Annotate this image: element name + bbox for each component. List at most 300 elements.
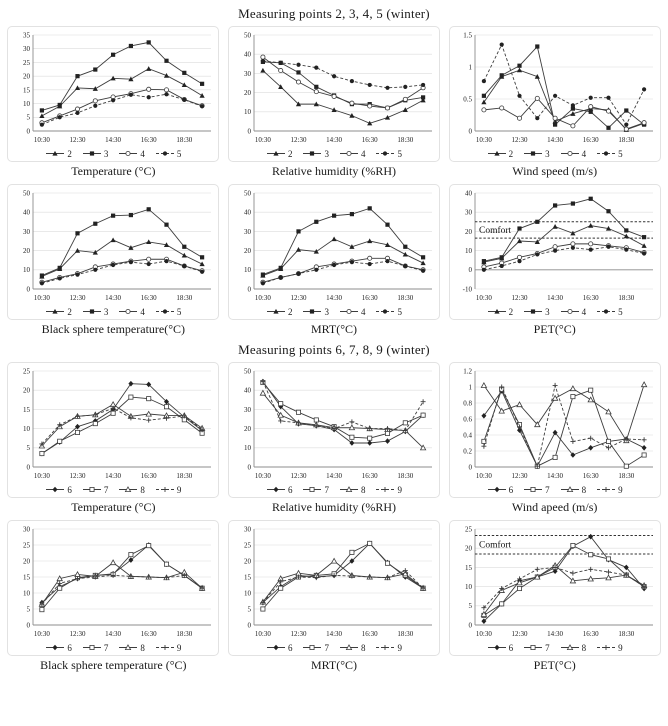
svg-text:20: 20 — [23, 247, 31, 255]
legend-marker-square-filled-icon — [523, 307, 543, 316]
svg-text:1.2: 1.2 — [462, 367, 472, 376]
legend-marker-triangle-open-icon — [118, 485, 138, 494]
chart-wind-speed-points-6-9 — [447, 362, 662, 514]
svg-text:12:30: 12:30 — [511, 136, 528, 144]
svg-text:14:30: 14:30 — [546, 630, 563, 638]
svg-text:0: 0 — [468, 621, 472, 630]
legend-label: 9 — [618, 642, 623, 653]
svg-text:1: 1 — [468, 383, 472, 392]
legend-marker-square-filled-icon — [302, 307, 322, 316]
chart-legend — [451, 641, 659, 654]
chart-caption: Relative humidity (%RH) — [272, 164, 396, 178]
legend-item-6 — [266, 643, 293, 653]
svg-text:10: 10 — [23, 99, 31, 108]
legend-item-6 — [45, 485, 72, 495]
legend-item-2 — [45, 307, 72, 317]
svg-text:14:30: 14:30 — [326, 472, 343, 480]
legend-item-6 — [487, 643, 514, 653]
svg-text:20: 20 — [243, 425, 251, 433]
legend-marker-circle-filled-icon — [596, 149, 616, 158]
svg-text:30: 30 — [23, 45, 31, 54]
legend-marker-square-open-icon — [302, 485, 322, 494]
svg-text:0: 0 — [26, 127, 31, 136]
legend-item-3 — [302, 307, 329, 317]
legend-item-2 — [487, 307, 514, 317]
legend-label: 3 — [545, 306, 550, 317]
svg-text:10:30: 10:30 — [254, 472, 271, 480]
legend-marker-square-filled-icon — [523, 149, 543, 158]
legend-label: 5 — [176, 148, 182, 159]
legend-label: 3 — [545, 148, 550, 159]
svg-text:16:30: 16:30 — [141, 136, 158, 144]
chart-legend — [230, 641, 438, 654]
legend-label: 9 — [176, 642, 182, 653]
legend-marker-diamond-filled-icon — [266, 485, 286, 494]
chart-caption: Black sphere temperature(°C) — [41, 322, 186, 336]
legend-label: 4 — [581, 148, 587, 159]
svg-text:10: 10 — [23, 266, 31, 275]
legend-item-4 — [560, 149, 587, 159]
legend-item-7 — [523, 485, 550, 495]
legend-marker-triangle-filled-icon — [266, 307, 286, 316]
legend-marker-circle-filled-icon — [155, 307, 175, 316]
svg-text:14:30: 14:30 — [105, 472, 122, 480]
chart-mrt-points-6-9 — [227, 520, 442, 672]
legend-label: 4 — [360, 148, 366, 159]
chart-box — [449, 184, 661, 320]
legend-label: 2 — [287, 306, 293, 317]
svg-text:0.6: 0.6 — [462, 415, 472, 424]
legend-marker-square-filled-icon — [82, 307, 102, 316]
svg-text:25: 25 — [23, 58, 31, 67]
svg-text:0: 0 — [247, 127, 251, 136]
pet-line-chart — [451, 187, 657, 305]
svg-text:14:30: 14:30 — [105, 630, 122, 638]
legend-label: 3 — [103, 306, 109, 317]
svg-text:15: 15 — [23, 573, 31, 582]
legend-marker-square-open-icon — [82, 485, 102, 494]
legend-label: 3 — [103, 148, 109, 159]
chart-legend — [451, 305, 659, 318]
chart-legend — [230, 483, 438, 496]
svg-text:10:30: 10:30 — [475, 630, 492, 638]
legend-label: 5 — [618, 148, 623, 159]
chart-humidity-points-2-5 — [227, 26, 442, 178]
svg-text:20: 20 — [23, 72, 31, 81]
svg-text:0: 0 — [247, 285, 251, 294]
chart-caption: Temperature (°C) — [71, 500, 156, 514]
chart-box — [228, 362, 440, 498]
chart-legend — [451, 483, 659, 496]
legend-label: 7 — [324, 642, 329, 653]
legend-label: 2 — [508, 148, 514, 159]
svg-text:50: 50 — [243, 31, 251, 40]
temperature-line-chart — [9, 29, 215, 147]
legend-label: 6 — [287, 642, 293, 653]
chart-wind-speed-points-2-5 — [447, 26, 662, 178]
legend-label: 4 — [360, 306, 366, 317]
svg-text:5: 5 — [26, 605, 31, 614]
legend-label: 7 — [545, 642, 550, 653]
legend-item-2 — [266, 307, 293, 317]
legend-item-8 — [339, 485, 366, 495]
svg-text:16:30: 16:30 — [361, 472, 378, 480]
svg-text:10:30: 10:30 — [475, 136, 492, 144]
legend-marker-plus-icon — [596, 643, 616, 652]
legend-label: 2 — [67, 306, 72, 317]
svg-text:12:30: 12:30 — [511, 294, 528, 302]
legend-item-4 — [118, 307, 145, 317]
svg-text:18:30: 18:30 — [617, 472, 634, 480]
chart-box — [228, 184, 440, 320]
legend-item-5 — [155, 307, 182, 317]
svg-text:12:30: 12:30 — [290, 472, 307, 480]
svg-text:0: 0 — [26, 285, 31, 294]
svg-text:25: 25 — [23, 541, 31, 550]
legend-label: 5 — [176, 306, 182, 317]
legend-item-6 — [266, 485, 293, 495]
svg-text:10: 10 — [464, 583, 472, 591]
svg-text:0: 0 — [468, 127, 472, 136]
svg-text:0.5: 0.5 — [462, 95, 472, 104]
legend-label: 8 — [140, 642, 145, 653]
svg-text:50: 50 — [243, 189, 251, 198]
chart-box — [228, 26, 440, 162]
legend-label: 3 — [324, 306, 329, 317]
legend-marker-plus-icon — [375, 643, 395, 652]
svg-text:0: 0 — [247, 463, 251, 472]
mrt-line-chart — [230, 523, 436, 641]
chart-box — [7, 184, 219, 320]
svg-text:1.5: 1.5 — [462, 31, 472, 40]
svg-text:10:30: 10:30 — [34, 472, 51, 480]
legend-item-2 — [487, 149, 514, 159]
wind-speed-line-chart — [451, 365, 657, 483]
legend-label: 9 — [176, 484, 182, 495]
svg-text:12:30: 12:30 — [511, 472, 528, 480]
legend-item-8 — [118, 485, 145, 495]
svg-text:12:30: 12:30 — [69, 294, 86, 302]
pet-line-chart — [451, 523, 657, 641]
legend-item-3 — [302, 149, 329, 159]
svg-text:10: 10 — [243, 108, 251, 117]
legend-item-7 — [82, 643, 109, 653]
legend-marker-circle-open-icon — [339, 149, 359, 158]
svg-text:30: 30 — [243, 227, 251, 236]
svg-text:14:30: 14:30 — [546, 294, 563, 302]
chart-box — [449, 362, 661, 498]
chart-legend — [9, 305, 217, 318]
svg-text:14:30: 14:30 — [326, 136, 343, 144]
svg-text:50: 50 — [243, 367, 251, 376]
chart-grid-group-1 — [4, 26, 664, 336]
svg-text:10: 10 — [243, 266, 251, 275]
svg-text:16:30: 16:30 — [141, 294, 158, 302]
legend-label: 7 — [545, 484, 550, 495]
chart-caption: Relative humidity (%RH) — [272, 500, 396, 514]
legend-item-9 — [155, 485, 182, 495]
chart-box — [7, 520, 219, 656]
svg-text:10:30: 10:30 — [475, 294, 492, 302]
legend-marker-circle-open-icon — [118, 149, 138, 158]
legend-label: 2 — [508, 306, 514, 317]
legend-item-2 — [45, 149, 72, 159]
legend-marker-diamond-filled-icon — [266, 643, 286, 652]
svg-text:40: 40 — [243, 208, 251, 217]
svg-text:10:30: 10:30 — [34, 294, 51, 302]
legend-item-7 — [82, 485, 109, 495]
svg-text:35: 35 — [23, 31, 31, 40]
chart-temperature-points-2-5 — [6, 26, 221, 178]
svg-text:5: 5 — [26, 444, 31, 453]
legend-label: 6 — [508, 642, 514, 653]
chart-legend — [9, 641, 217, 654]
svg-text:16:30: 16:30 — [582, 630, 599, 638]
svg-text:5: 5 — [247, 605, 251, 614]
legend-item-6 — [487, 485, 514, 495]
legend-marker-square-open-icon — [302, 643, 322, 652]
legend-item-5 — [375, 307, 402, 317]
svg-text:16:30: 16:30 — [582, 136, 599, 144]
svg-text:10: 10 — [243, 444, 251, 453]
legend-label: 5 — [397, 148, 402, 159]
svg-text:10: 10 — [243, 589, 251, 598]
chart-black-sphere-points-2-5 — [6, 184, 221, 336]
legend-marker-plus-icon — [375, 485, 395, 494]
svg-text:30: 30 — [243, 405, 251, 414]
svg-text:0.4: 0.4 — [462, 431, 472, 440]
legend-marker-triangle-filled-icon — [487, 149, 507, 158]
svg-text:18:30: 18:30 — [397, 294, 414, 302]
chart-mrt-points-2-5 — [227, 184, 442, 336]
svg-text:12:30: 12:30 — [290, 294, 307, 302]
svg-text:10: 10 — [464, 247, 472, 255]
legend-item-4 — [339, 307, 366, 317]
svg-text:0: 0 — [26, 621, 31, 630]
group-header-points-2-5: Measuring points 2, 3, 4, 5 (winter) — [238, 6, 430, 21]
svg-text:50: 50 — [23, 189, 31, 198]
legend-marker-diamond-filled-icon — [487, 643, 507, 652]
svg-text:-10: -10 — [462, 285, 472, 294]
svg-text:25: 25 — [23, 367, 31, 376]
legend-label: 8 — [581, 642, 587, 653]
svg-text:14:30: 14:30 — [326, 630, 343, 638]
svg-text:10: 10 — [23, 425, 31, 433]
chart-legend — [451, 147, 659, 160]
legend-label: 8 — [360, 642, 366, 653]
svg-text:40: 40 — [243, 386, 251, 395]
legend-item-8 — [560, 643, 587, 653]
svg-text:Comfort: Comfort — [478, 225, 511, 236]
svg-text:16:30: 16:30 — [582, 294, 599, 302]
legend-label: 5 — [618, 306, 623, 317]
svg-text:20: 20 — [23, 386, 31, 395]
svg-text:16:30: 16:30 — [361, 136, 378, 144]
svg-text:40: 40 — [23, 208, 31, 217]
legend-marker-triangle-open-icon — [560, 485, 580, 494]
legend-label: 7 — [103, 642, 109, 653]
mrt-line-chart — [230, 187, 436, 305]
svg-text:14:30: 14:30 — [105, 294, 122, 302]
svg-text:16:30: 16:30 — [361, 294, 378, 302]
svg-text:25: 25 — [243, 541, 251, 550]
svg-text:14:30: 14:30 — [105, 136, 122, 144]
chart-caption: MRT(°C) — [310, 658, 358, 672]
legend-item-7 — [302, 643, 329, 653]
legend-item-9 — [596, 643, 623, 653]
legend-item-6 — [45, 643, 72, 653]
svg-text:30: 30 — [23, 227, 31, 236]
legend-label: 7 — [324, 484, 329, 495]
chart-legend — [9, 147, 217, 160]
svg-text:18:30: 18:30 — [617, 630, 634, 638]
legend-marker-circle-open-icon — [118, 307, 138, 316]
svg-text:10:30: 10:30 — [254, 630, 271, 638]
group-header-points-6-9: Measuring points 6, 7, 8, 9 (winter) — [238, 342, 430, 357]
chart-caption: Wind speed (m/s) — [512, 164, 598, 178]
svg-text:30: 30 — [243, 525, 251, 534]
chart-box — [7, 362, 219, 498]
legend-item-9 — [596, 485, 623, 495]
legend-marker-square-filled-icon — [302, 149, 322, 158]
legend-item-5 — [155, 149, 182, 159]
chart-caption: PET(°C) — [533, 658, 576, 672]
legend-marker-circle-open-icon — [339, 307, 359, 316]
legend-label: 8 — [140, 484, 145, 495]
chart-caption: MRT(°C) — [310, 322, 358, 336]
svg-text:40: 40 — [464, 189, 472, 198]
svg-text:0.8: 0.8 — [462, 399, 472, 408]
chart-humidity-points-6-9 — [227, 362, 442, 514]
legend-marker-triangle-open-icon — [339, 485, 359, 494]
chart-caption: PET(°C) — [533, 322, 576, 336]
chart-box — [449, 520, 661, 656]
legend-marker-triangle-open-icon — [560, 643, 580, 652]
chart-caption: Black sphere temperature (°C) — [40, 658, 187, 672]
legend-marker-diamond-filled-icon — [45, 485, 65, 494]
svg-text:10:30: 10:30 — [254, 136, 271, 144]
svg-text:0: 0 — [468, 266, 472, 275]
legend-item-5 — [375, 149, 402, 159]
legend-marker-circle-open-icon — [560, 307, 580, 316]
legend-label: 5 — [397, 306, 402, 317]
black-sphere-line-chart — [9, 187, 215, 305]
svg-text:10:30: 10:30 — [34, 136, 51, 144]
legend-label: 4 — [140, 148, 145, 159]
svg-text:15: 15 — [23, 86, 31, 95]
legend-item-7 — [302, 485, 329, 495]
svg-text:15: 15 — [464, 563, 472, 572]
legend-item-8 — [118, 643, 145, 653]
legend-marker-circle-filled-icon — [375, 149, 395, 158]
svg-text:30: 30 — [464, 208, 472, 217]
chart-pet-points-6-9 — [447, 520, 662, 672]
svg-text:0: 0 — [247, 621, 251, 630]
svg-text:18:30: 18:30 — [617, 294, 634, 302]
legend-marker-circle-open-icon — [560, 149, 580, 158]
legend-item-3 — [523, 149, 550, 159]
legend-marker-plus-icon — [596, 485, 616, 494]
black-sphere-line-chart — [9, 523, 215, 641]
legend-label: 9 — [397, 642, 402, 653]
legend-marker-triangle-filled-icon — [487, 307, 507, 316]
legend-item-8 — [560, 485, 587, 495]
svg-text:12:30: 12:30 — [69, 630, 86, 638]
svg-text:16:30: 16:30 — [141, 472, 158, 480]
svg-text:20: 20 — [464, 227, 472, 236]
chart-box — [449, 26, 661, 162]
legend-marker-plus-icon — [155, 485, 175, 494]
svg-text:30: 30 — [243, 69, 251, 78]
svg-text:12:30: 12:30 — [69, 472, 86, 480]
svg-text:40: 40 — [243, 50, 251, 59]
legend-item-4 — [118, 149, 145, 159]
chart-legend — [230, 147, 438, 160]
svg-text:15: 15 — [23, 405, 31, 414]
legend-item-5 — [596, 307, 623, 317]
chart-box — [7, 26, 219, 162]
legend-item-9 — [375, 485, 402, 495]
legend-item-2 — [266, 149, 293, 159]
legend-marker-circle-filled-icon — [375, 307, 395, 316]
legend-label: 8 — [360, 484, 366, 495]
legend-label: 4 — [581, 306, 587, 317]
legend-label: 6 — [508, 484, 514, 495]
legend-item-4 — [560, 307, 587, 317]
legend-item-9 — [155, 643, 182, 653]
chart-black-sphere-points-6-9 — [6, 520, 221, 672]
svg-text:10:30: 10:30 — [254, 294, 271, 302]
temperature-line-chart — [9, 365, 215, 483]
svg-text:14:30: 14:30 — [326, 294, 343, 302]
legend-marker-square-open-icon — [82, 643, 102, 652]
legend-item-8 — [339, 643, 366, 653]
wind-speed-line-chart — [451, 29, 657, 147]
svg-text:18:30: 18:30 — [176, 136, 193, 144]
chart-legend — [9, 483, 217, 496]
legend-item-5 — [596, 149, 623, 159]
legend-marker-triangle-open-icon — [118, 643, 138, 652]
legend-item-4 — [339, 149, 366, 159]
legend-label: 9 — [397, 484, 402, 495]
chart-caption: Wind apeed (m/s) — [511, 500, 598, 514]
svg-text:5: 5 — [468, 602, 472, 611]
svg-text:16:30: 16:30 — [141, 630, 158, 638]
svg-text:10:30: 10:30 — [34, 630, 51, 638]
humidity-line-chart — [230, 29, 436, 147]
legend-marker-square-open-icon — [523, 643, 543, 652]
legend-item-3 — [82, 307, 109, 317]
svg-text:Comfort: Comfort — [478, 540, 511, 551]
svg-text:14:30: 14:30 — [546, 472, 563, 480]
svg-text:15: 15 — [243, 573, 251, 582]
svg-text:18:30: 18:30 — [176, 294, 193, 302]
svg-text:16:30: 16:30 — [582, 472, 599, 480]
legend-marker-circle-filled-icon — [596, 307, 616, 316]
legend-label: 2 — [287, 148, 293, 159]
legend-marker-diamond-filled-icon — [45, 643, 65, 652]
legend-marker-triangle-open-icon — [339, 643, 359, 652]
legend-label: 7 — [103, 484, 109, 495]
chart-temperature-points-6-9 — [6, 362, 221, 514]
svg-text:30: 30 — [23, 525, 31, 534]
legend-label: 8 — [581, 484, 587, 495]
svg-text:18:30: 18:30 — [617, 136, 634, 144]
svg-text:12:30: 12:30 — [290, 630, 307, 638]
svg-text:10: 10 — [23, 589, 31, 598]
legend-marker-square-open-icon — [523, 485, 543, 494]
svg-text:1: 1 — [468, 63, 472, 72]
